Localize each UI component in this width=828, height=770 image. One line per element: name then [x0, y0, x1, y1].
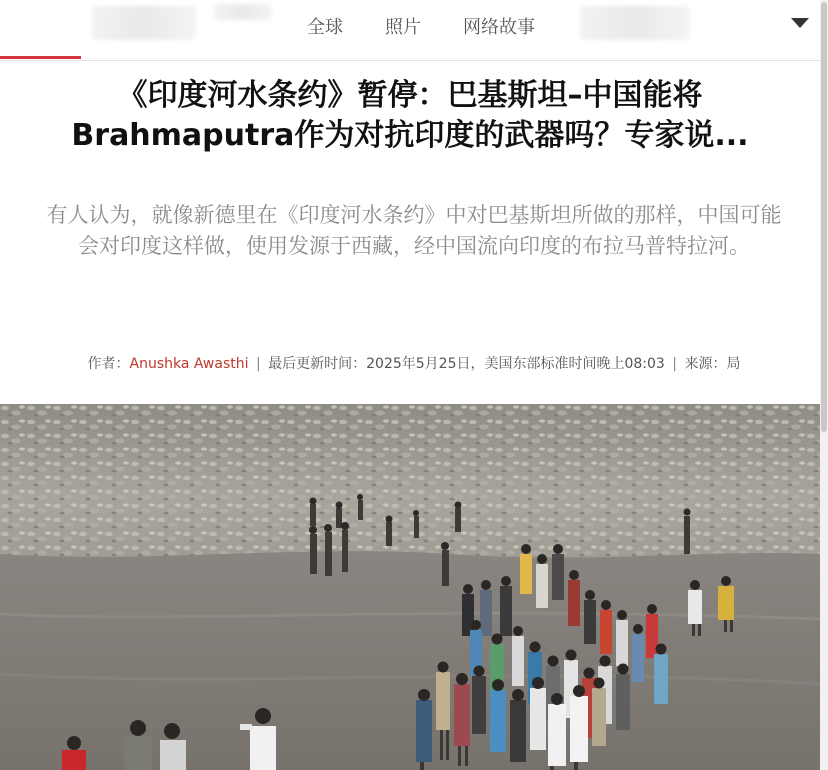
- author-link[interactable]: Anushka Awasthi: [129, 356, 249, 372]
- river-crossing-image: [0, 404, 820, 770]
- blurred-nav-item[interactable]: [214, 4, 272, 20]
- article-source: 来源：局: [684, 356, 741, 372]
- nav-item-global[interactable]: 全球: [307, 17, 343, 38]
- article-summary: 有人认为，就像新德里在《印度河水条约》中对巴基斯坦所做的那样，中国可能会对印度这样做，使用发源于西藏，经中国流向印度的布拉马普特拉河。: [46, 203, 782, 258]
- article-headline: 《印度河水条约》暂停：巴基斯坦–中国能将Brahmaputra作为对抗印度的武器吗？专家说...: [71, 78, 749, 153]
- author-prefix: 作者：: [87, 356, 130, 372]
- last-updated: 最后更新时间：2025年5月25日，美国东部标准时间晚上08:03: [268, 356, 665, 372]
- byline-separator: |: [255, 356, 261, 372]
- caret-down-icon[interactable]: [790, 16, 810, 30]
- hero-photo: [0, 404, 820, 770]
- nav-item-photos[interactable]: 照片: [385, 17, 421, 38]
- top-navigation: [0, 0, 820, 61]
- scrollbar-thumb[interactable]: [821, 2, 827, 432]
- article-byline: [0, 353, 820, 373]
- nav-item-web-stories[interactable]: 网络故事: [463, 17, 535, 38]
- blurred-nav-item[interactable]: [580, 6, 690, 40]
- active-nav-indicator: [0, 56, 81, 59]
- nav-menu: [307, 13, 535, 39]
- blurred-nav-item[interactable]: [92, 6, 196, 40]
- byline-separator: |: [672, 356, 677, 372]
